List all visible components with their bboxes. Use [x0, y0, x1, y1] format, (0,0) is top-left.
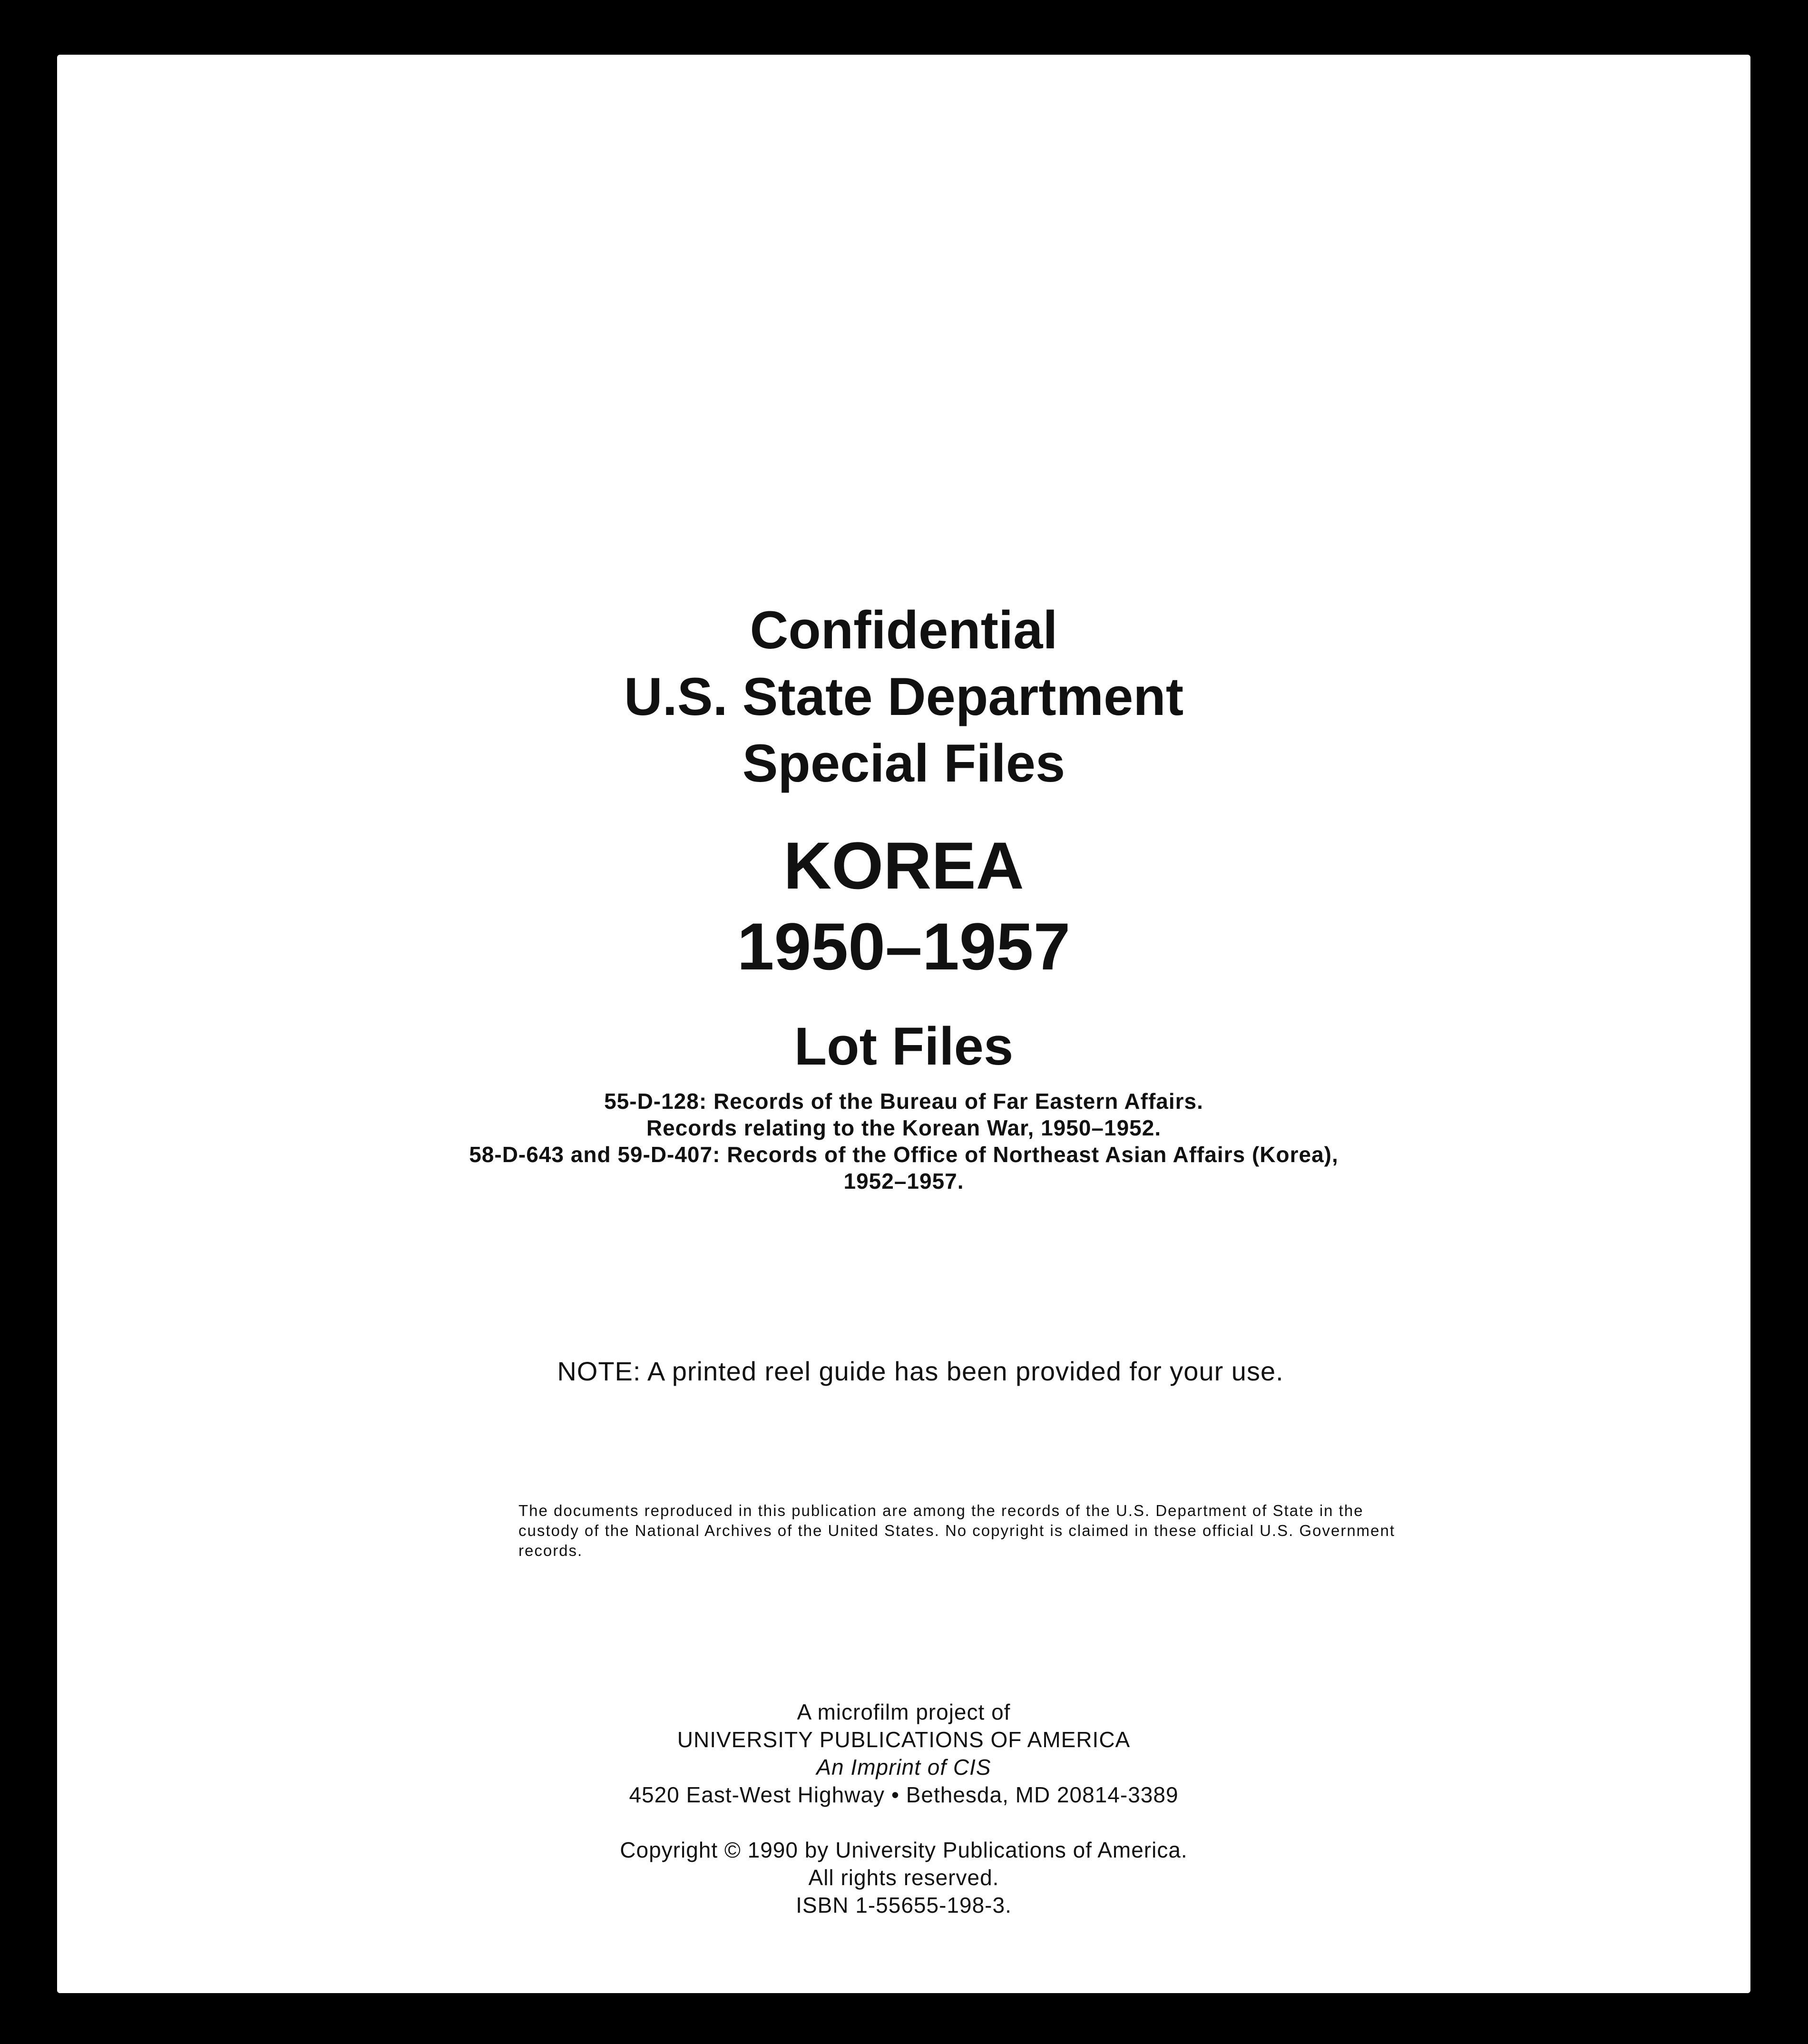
title-line-3: Special Files [742, 733, 1065, 793]
title-line-2: U.S. State Department [624, 667, 1184, 726]
title-line-1: Confidential [750, 600, 1058, 660]
subject-country: KOREA [783, 828, 1024, 903]
isbn-line: ISBN 1-55655-198-3. [796, 1893, 1012, 1917]
publisher-address: 4520 East-West Highway • Bethesda, MD 20814-3389 [629, 1782, 1179, 1807]
note-block [90, 1356, 1750, 1387]
copyright-block [57, 1836, 1750, 1919]
lot-record-line-4: 1952–1957. [843, 1169, 964, 1193]
disclaimer-text: The documents reproduced in this publication are among the records of the U.S. Department of State in the custody of the National Archives of the United States. No copyright is claimed in these official U.S. Government records. [518, 1502, 1396, 1559]
document-page [57, 55, 1750, 1993]
publisher-project-line: A microfilm project of [797, 1700, 1011, 1724]
publisher-block [57, 1698, 1750, 1809]
lot-record-line-2: Records relating to the Korean War, 1950–1952. [646, 1115, 1162, 1140]
rights-line: All rights reserved. [808, 1865, 999, 1890]
publisher-name: UNIVERSITY PUBLICATIONS OF AMERICA [677, 1727, 1131, 1752]
lot-files-heading: Lot Files [794, 1017, 1014, 1076]
subject-years: 1950–1957 [737, 909, 1071, 984]
reel-guide-note: NOTE: A printed reel guide has been provided for your use. [557, 1356, 1284, 1386]
lot-files-block [57, 1016, 1750, 1194]
copyright-line: Copyright © 1990 by University Publications of America. [620, 1838, 1188, 1862]
publisher-imprint: An Imprint of CIS [816, 1755, 991, 1780]
title-block [57, 597, 1750, 797]
lot-record-line-1: 55-D-128: Records of the Bureau of Far Eastern Affairs. [604, 1089, 1203, 1114]
lot-record-line-3: 58-D-643 and 59-D-407: Records of the Office of Northeast Asian Affairs (Korea), [469, 1142, 1339, 1167]
subject-block [57, 825, 1750, 987]
